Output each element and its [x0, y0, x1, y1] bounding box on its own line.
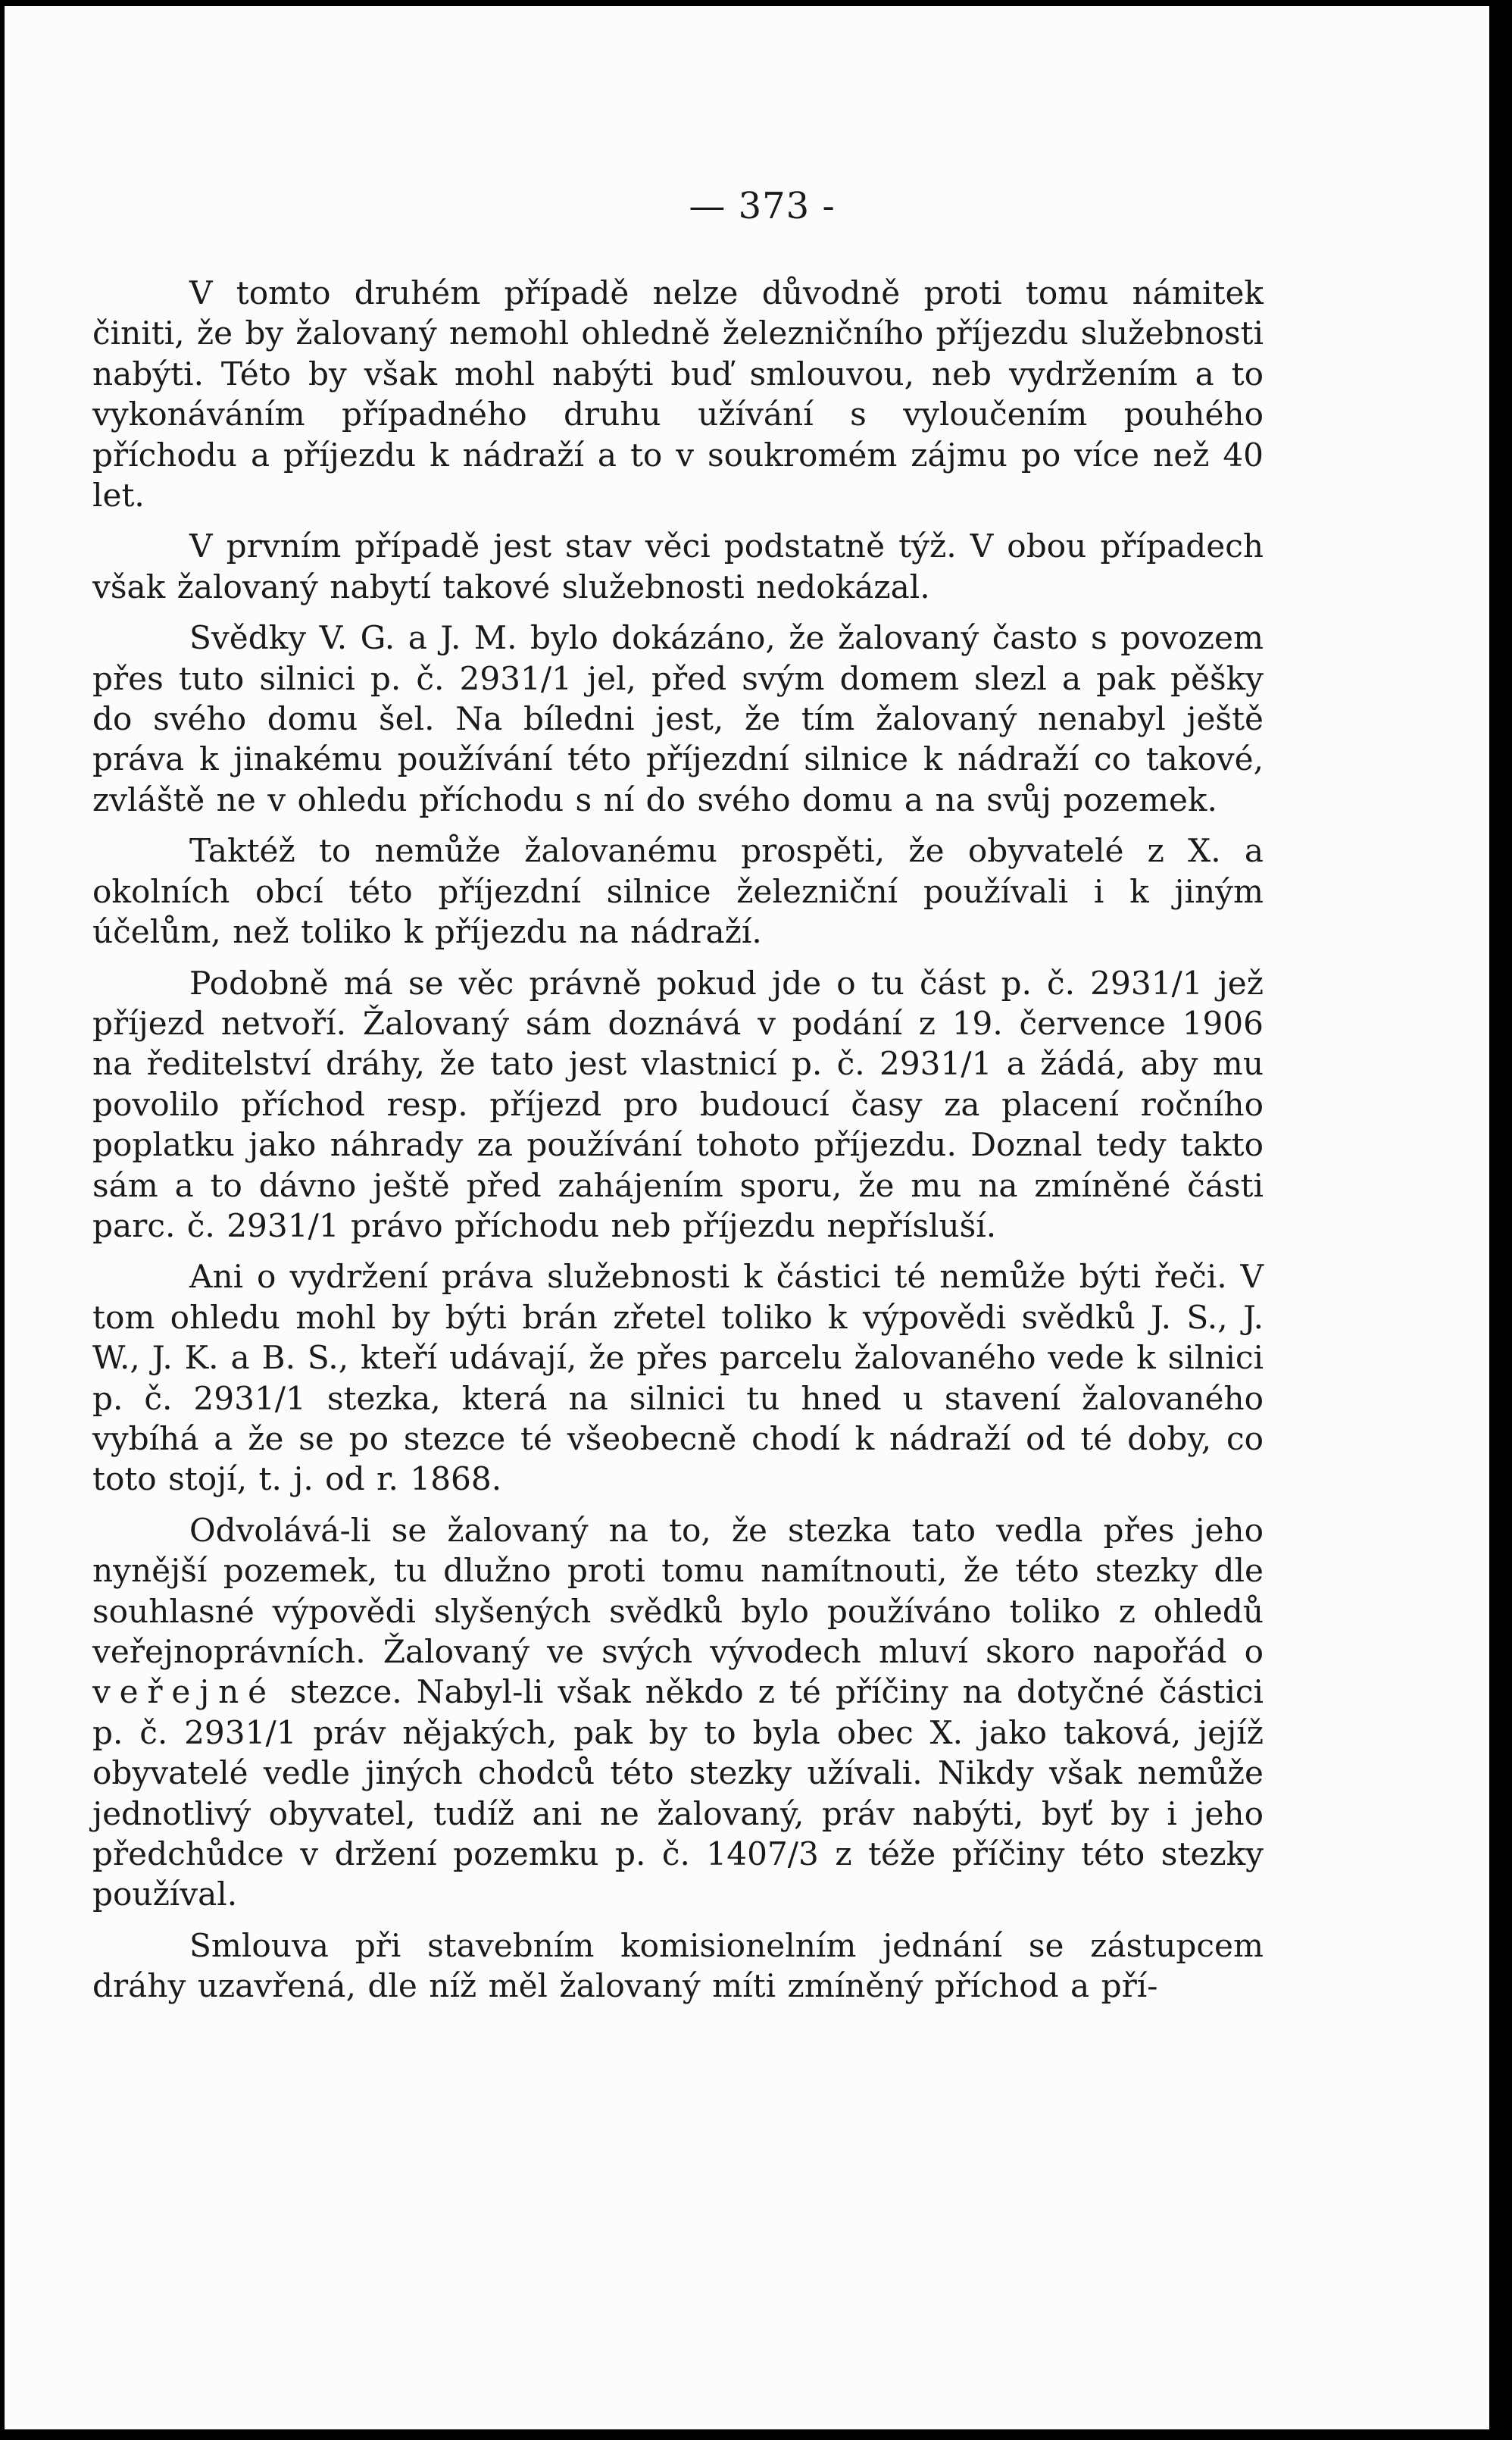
paragraph-5: Podobně má se věc právně pokud jde o tu část p. č. 2931/1 jež příjezd netvoří. Žalovaný sám doznává v podání z 19. července 1906 na ředitelství dráhy, že tato jest vlastnicí p. č. 2931/1 a žádá, aby mu povolilo příchod resp. příjezd pro budoucí časy za placení ročního poplatku jako náhrady za používání tohoto příjezdu. Doznal tedy takto sám a to dávno ještě před zahájením sporu, že mu na zmíněné části parc. č. 2931/1 právo příchodu neb příjezdu nepřísluší.	[92, 964, 1264, 1244]
paragraph-1: V tomto druhém případě nelze důvodně proti tomu námitek činiti, že by žalovaný nemohl ohledně železničního příjezdu služebnosti nabýti. Této by však mohl nabýti buď smlouvou, neb vydržením a to vykonáváním případného druhu užívání s vyloučením pouhého příchodu a příjezdu k nádraží a to v soukromém zájmu po více než 40 let.	[92, 274, 1264, 515]
emphasized-word: veřejné	[92, 1673, 276, 1711]
paragraph-7-text-after: stezce. Nabyl-li však někdo z té příčiny na dotyčné částici p. č. 2931/1 práv nějakých, pak by to byla obec X. jako taková, jejíž obyvatelé vedle jiných chodců této stezky užívali. Nikdy však nemůže jednotlivý obyvatel, tudíž ani ne žalovaný, práv nabýti, byť by i jeho předchůdce v držení pozemku p. č. 1407/3 z téže příčiny této stezky používal.	[92, 1673, 1264, 1913]
paragraph-7-text-before: Odvolává-li se žalovaný na to, že stezka tato vedla přes jeho nynější pozemek, tu dlužno proti tomu namítnouti, že této stezky dle souhlasné výpovědi slyšených svědků bylo používáno toliko z ohledů veřejnoprávních. Žalovaný ve svých vývodech mluví skoro napořád o	[92, 1511, 1264, 1670]
page-number: — 373 -	[689, 185, 836, 227]
document-page	[5, 6, 1489, 2429]
paragraph-4: Taktéž to nemůže žalovanému prospěti, že obyvatelé z X. a okolních obcí této příjezdní silnice železniční používali i k jiným účelům, než toliko k příjezdu na nádraží.	[92, 832, 1264, 951]
body-text	[92, 273, 1264, 2017]
paragraph-3: Svědky V. G. a J. M. bylo dokázáno, že žalovaný často s povozem přes tuto silnici p. č. 2931/1 jel, před svým domem slezl a pak pěšky do svého domu šel. Na bíledni jest, že tím žalovaný nenabyl ještě práva k jinakému používání této příjezdní silnice k nádraží co takové, zvláště ne v ohledu příchodu s ní do svého domu a na svůj pozemek.	[92, 619, 1264, 818]
paragraph-6: Ani o vydržení práva služebnosti k částici té nemůže býti řeči. V tom ohledu mohl by býti brán zřetel toliko k výpovědi svědků J. S., J. W., J. K. a B. S., kteří udávají, že přes parcelu žalovaného vede k silnici p. č. 2931/1 stezka, která na silnici tu hned u stavení žalovaného vybíhá a že se po stezce té všeobecně chodí k nádraží od té doby, co toto stojí, t. j. od r. 1868.	[92, 1258, 1264, 1498]
paragraph-7	[92, 1510, 1264, 1915]
paragraph-8: Smlouva při stavebním komisionelním jednání se zástupcem dráhy uzavřená, dle níž měl žalovaný míti zmíněný příchod a pří-	[92, 1926, 1264, 2005]
paragraph-2: V prvním případě jest stav věci podstatně týž. V obou případech však žalovaný nabytí takové služebnosti nedokázal.	[92, 527, 1264, 605]
